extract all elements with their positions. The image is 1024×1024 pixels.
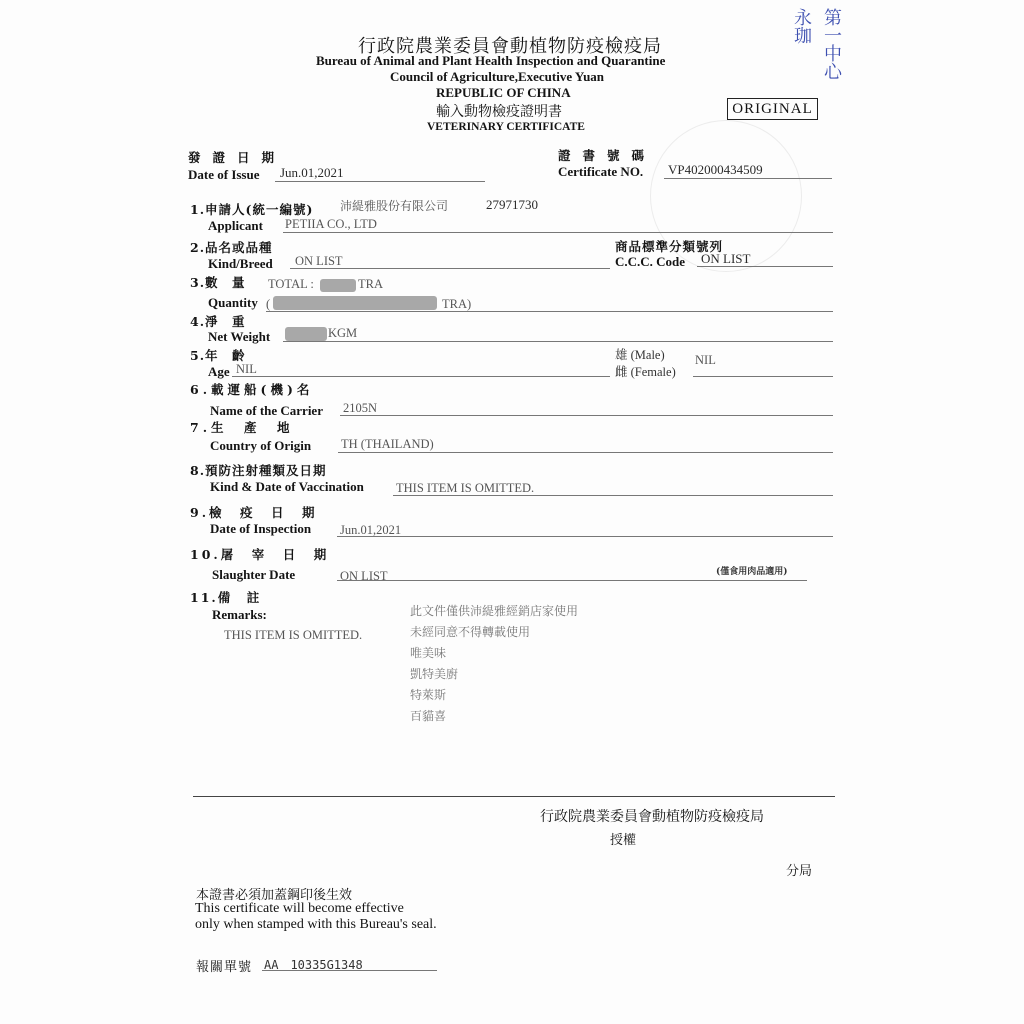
ccc-label-zh: 商品標準分類號列 <box>615 239 724 254</box>
remarks-label-zh: 11.備 註 <box>190 590 262 605</box>
cert-no-label: Certificate NO. <box>558 164 644 179</box>
vaccination-value: THIS ITEM IS OMITTED. <box>396 481 535 495</box>
carrier-label-zh: 6.載運船(機)名 <box>190 382 314 397</box>
age-line <box>232 376 610 377</box>
handwritten-note-1: 永珈 <box>791 8 812 44</box>
ccc-label: C.C.C. Code <box>615 254 686 269</box>
carrier-label: Name of the Carrier <box>210 403 323 418</box>
inspection-line <box>337 536 833 537</box>
footer-branch: 分局 <box>786 864 813 879</box>
remarks-label: Remarks: <box>212 607 267 622</box>
kind-label-zh: 2.品名或品種 <box>190 240 273 255</box>
applicant-name-en: PETIIA CO., LTD <box>285 217 377 231</box>
quantity-label: Quantity <box>208 295 258 310</box>
watermark-note-2: 未經同意不得轉載使用 <box>410 625 531 639</box>
vaccination-label-zh: 8.預防注射種類及日期 <box>190 463 327 478</box>
net-weight-label-zh: 4.淨 重 <box>190 314 246 329</box>
sex-female-label: 雌 (Female) <box>615 365 676 379</box>
issue-date-value: Jun.01,2021 <box>280 165 344 180</box>
quantity-open-paren: ( <box>266 297 271 311</box>
handwritten-note-2: 第一中心 <box>821 8 842 80</box>
kind-label: Kind/Breed <box>208 256 273 271</box>
watermark-note-6: 百貓喜 <box>410 709 447 723</box>
agency-title-zh: 行政院農業委員會動植物防疫檢疫局 <box>358 36 662 57</box>
issue-date-line <box>275 181 485 182</box>
ccc-value: ON LIST <box>701 251 751 266</box>
inspection-label-zh: 9.檢 疫 日 期 <box>190 505 318 520</box>
redacted-total <box>320 279 356 292</box>
origin-label: Country of Origin <box>210 438 312 453</box>
ccc-line <box>697 266 833 267</box>
quantity-total-prefix: TOTAL : <box>268 277 314 291</box>
watermark-note-3: 唯美味 <box>410 646 447 660</box>
document-title-zh: 輸入動物檢疫證明書 <box>436 104 562 120</box>
age-label: Age <box>208 364 230 379</box>
watermark-note-1: 此文件僅供沛緹雅經銷店家使用 <box>410 604 579 618</box>
slaughter-note: (僅食用肉品適用) <box>716 567 788 577</box>
applicant-name-zh: 沛緹雅股份有限公司 <box>340 199 449 213</box>
footer-agency-zh: 行政院農業委員會動植物防疫檢疫局 <box>540 809 764 825</box>
cert-no-line <box>664 178 832 179</box>
customs-line <box>262 970 437 971</box>
validity-note-en-1: This certificate will become effective <box>195 901 404 916</box>
document-title-en: VETERINARY CERTIFICATE <box>427 121 585 133</box>
slaughter-label-zh: 10.屠 宰 日 期 <box>190 547 330 562</box>
applicant-label: Applicant <box>208 218 263 233</box>
issue-date-label-zh: 發證日期 <box>188 150 287 165</box>
inspection-label: Date of Inspection <box>210 521 312 536</box>
applicant-label-zh: 1.申請人(統一編號) <box>190 202 314 217</box>
customs-value: AA 10335G1348 <box>264 958 363 972</box>
net-weight-label: Net Weight <box>208 329 271 344</box>
sex-male-label: 雄 (Male) <box>615 348 665 362</box>
slaughter-line <box>337 580 807 581</box>
applicant-id: 27971730 <box>486 197 538 212</box>
quantity-close: TRA) <box>442 297 472 311</box>
remarks-value: THIS ITEM IS OMITTED. <box>224 628 363 642</box>
slaughter-label: Slaughter Date <box>212 567 296 582</box>
kind-value: ON LIST <box>295 254 343 268</box>
redacted-net-weight <box>285 327 327 341</box>
agency-title-en: Bureau of Animal and Plant Health Inspection and Quarantine <box>316 53 666 68</box>
net-weight-unit: KGM <box>328 326 358 340</box>
slaughter-value: ON LIST <box>340 569 388 583</box>
validity-note-en-2: only when stamped with this Bureau's seal. <box>195 917 437 932</box>
inspection-value: Jun.01,2021 <box>340 523 402 537</box>
watermark-note-4: 凱特美廚 <box>410 667 459 681</box>
quantity-total-unit: TRA <box>358 277 383 291</box>
origin-value: TH (THAILAND) <box>341 437 434 451</box>
age-label-zh: 5.年 齡 <box>190 348 246 363</box>
applicant-line <box>283 232 833 233</box>
council-title: Council of Agriculture,Executive Yuan <box>390 69 605 84</box>
vaccination-line <box>393 495 833 496</box>
quantity-line <box>266 311 833 312</box>
quantity-label-zh: 3.數 量 <box>190 275 246 290</box>
customs-label: 報關單號 <box>196 960 253 975</box>
country-title: REPUBLIC OF CHINA <box>436 85 571 100</box>
kind-line <box>290 268 610 269</box>
footer-divider <box>193 796 835 797</box>
vaccination-label: Kind & Date of Vaccination <box>210 479 364 494</box>
validity-note-zh: 本證書必須加蓋鋼印後生效 <box>196 888 353 903</box>
footer-authorized: 授權 <box>610 833 637 848</box>
carrier-line <box>340 415 833 416</box>
issue-date-label: Date of Issue <box>188 167 260 182</box>
age-value: NIL <box>236 362 257 376</box>
watermark-note-5: 特萊斯 <box>410 688 447 702</box>
sex-value: NIL <box>695 353 716 367</box>
origin-label-zh: 7.生 產 地 <box>190 420 294 435</box>
original-stamp: ORIGINAL <box>727 98 818 120</box>
origin-line <box>338 452 833 453</box>
net-weight-line <box>283 341 833 342</box>
carrier-value: 2105N <box>343 401 378 415</box>
cert-no-label-zh: 證書號碼 <box>558 148 657 163</box>
redacted-quantity-detail <box>273 296 437 310</box>
sex-line <box>693 376 833 377</box>
cert-no-value: VP402000434509 <box>668 162 763 177</box>
